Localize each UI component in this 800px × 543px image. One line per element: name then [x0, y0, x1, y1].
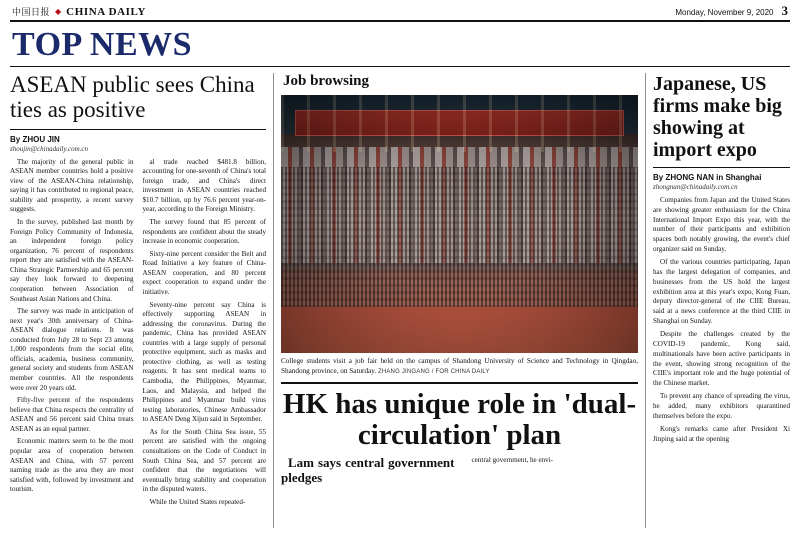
left-body — [10, 158, 266, 508]
masthead-right — [675, 3, 788, 19]
photo-caption — [281, 357, 638, 376]
left-paragraph: In the survey, published last month by Foreign Policy Community of Indonesia, an independent foreign policy organization, 76 percent of respondents report they are satisfied with the ASEAN-China Strategic Partnership and 65 percent say they look forward to deepening cooperation between Association of Southeast Asian Nations and China. — [10, 218, 134, 303]
left-paragraph: al trade reached $481.8 billion, accounting for one-seventh of China's total foreign trade, and China's direct investment in ASEAN countries reached $10.7 billion, up by 76.6 percent year-on-year, according to the Foreign Ministry. — [142, 157, 266, 214]
right-paragraph: Companies from Japan and the United States are showing greater enthusiasm for the China International Import Expo this year, with the number of their participants and exhibition spaces both notably growing, the event's chief organizer said on Sunday. — [653, 196, 790, 253]
section-title: TOP NEWS — [12, 26, 193, 63]
left-paragraph: Seventy-nine percent say China is effectively supporting ASEAN in addressing the coronavirus. During the pandemic, China has provided ASEAN countries with a large supply of personal protective equipment, such as masks and protective clothing, as well as testing reagents. It has sent medical teams to Cambodia, the Philippines, Myanmar, Laos, and Malaysia, and helped the Philippines and Myanmar build virus testing laboratories, Chinese Ambassador to ASEAN Deng Xijun said in September. — [142, 300, 266, 424]
middle-column — [274, 73, 646, 528]
job-fair-photo — [281, 95, 638, 353]
right-body — [653, 196, 790, 445]
middle-divider — [281, 382, 638, 384]
masthead — [10, 0, 790, 22]
left-headline: ASEAN public sees China ties as positive — [10, 72, 255, 122]
photo-vignette — [281, 95, 638, 353]
middle-body-fragment: central government, he envi- — [471, 455, 554, 464]
section-banner — [10, 22, 790, 67]
content-grid — [10, 73, 790, 528]
photo-kicker: Job browsing — [283, 73, 370, 89]
right-byline-email: zhongnan@chinadaily.com.cn — [653, 183, 738, 191]
left-byline: By ZHOU JIN — [10, 134, 60, 144]
right-byline: By ZHONG NAN in Shanghai — [653, 173, 762, 182]
right-paragraph: Despite the challenges created by the COVID-19 pandemic, Kong said, multinationals have been active participants in the event, showing strong recognition of the CIIE's important role and the huge potential of the Chinese market. — [653, 330, 790, 388]
left-column — [10, 73, 274, 528]
page-number: 3 — [781, 3, 788, 18]
photo-credit: ZHANG JINGANG / FOR CHINA DAILY — [377, 368, 490, 375]
left-byline-email: zhoujin@chinadaily.com.cn — [10, 144, 88, 153]
left-paragraph: The survey was made in anticipation of next year's 30th anniversary of China-ASEAN dialogue relations. It was conducted from July 28 to Sept 23 among 1,000 respondents from the social elite, officials, academia, business community, general society and students from ASEAN member countries. All the respondents were over 20 years old. — [10, 307, 134, 392]
left-paragraph: Fifty-five percent of the respondents believe that China respects the centrality of ASEAN and 56 percent said China treats ASEAN as an equal partner. — [10, 396, 134, 433]
red-dot-separator-icon: ◆ — [55, 6, 62, 16]
left-paragraph: Sixty-nine percent consider the Belt and Road Initiative a key feature of China-ASEAN cooperation, and 80 percent expect cooperation to expand under the initiative. — [142, 249, 266, 296]
left-paragraph: While the United States repeated- — [149, 497, 246, 506]
right-paragraph: Of the various countries participating, Japan has the largest delegation of companies, and businesses from the US hold the largest exhibition area at this year's expo, Kong Fuan, deputy director-general of the CIIE Bureau, said at a news conference at the third CIIE in Shanghai on Sunday. — [653, 258, 790, 325]
middle-subhead: Lam says central government pledges — [281, 454, 455, 485]
left-paragraph: Economic matters seem to be the most popular area of cooperation between ASEAN and China, with 57 percent naming trade as the area they are most satisfied with, followed by investment and tourism. — [10, 437, 134, 494]
left-paragraph: The majority of the general public in ASEAN member countries hold a positive view of the ASEAN-China relationship, saying it has contributed to regional peace, stability and prosperity, a recent survey suggests. — [10, 157, 134, 214]
right-paragraph: To prevent any chance of spreading the virus, he added, many exhibitors quarantined themselves before the expo. — [653, 392, 790, 420]
left-divider — [10, 129, 266, 130]
masthead-date: Monday, November 9, 2020 — [675, 8, 774, 17]
masthead-left — [12, 5, 146, 18]
middle-headline: HK has unique role in 'dual-circulation' plan — [282, 388, 637, 452]
right-headline: Japanese, US firms make big showing at import expo — [653, 73, 782, 161]
masthead-title: CHINA DAILY — [66, 5, 147, 18]
left-paragraph: As for the South China Sea issue, 55 percent are satisfied with the ongoing consultations on the Code of Conduct in South China Sea, and 57 percent are confident that the negotiations will eventually bring stability and cooperation in the disputed waters. — [142, 427, 266, 494]
photo-caption-text: College students visit a job fair held on the campus of Shandong University of Science and Technology in Qingdao, Shandong province, on Saturday. — [281, 357, 638, 375]
left-paragraph: The survey found that 85 percent of respondents are confident about the steady increase in economic cooperation. — [142, 218, 266, 246]
middle-body — [281, 456, 638, 486]
masthead-chinese-name: 中国日报 — [12, 7, 51, 18]
right-divider — [653, 167, 790, 168]
right-paragraph: Kong's remarks came after President Xi Jinping said at the opening — [653, 425, 790, 443]
right-column — [646, 73, 790, 528]
